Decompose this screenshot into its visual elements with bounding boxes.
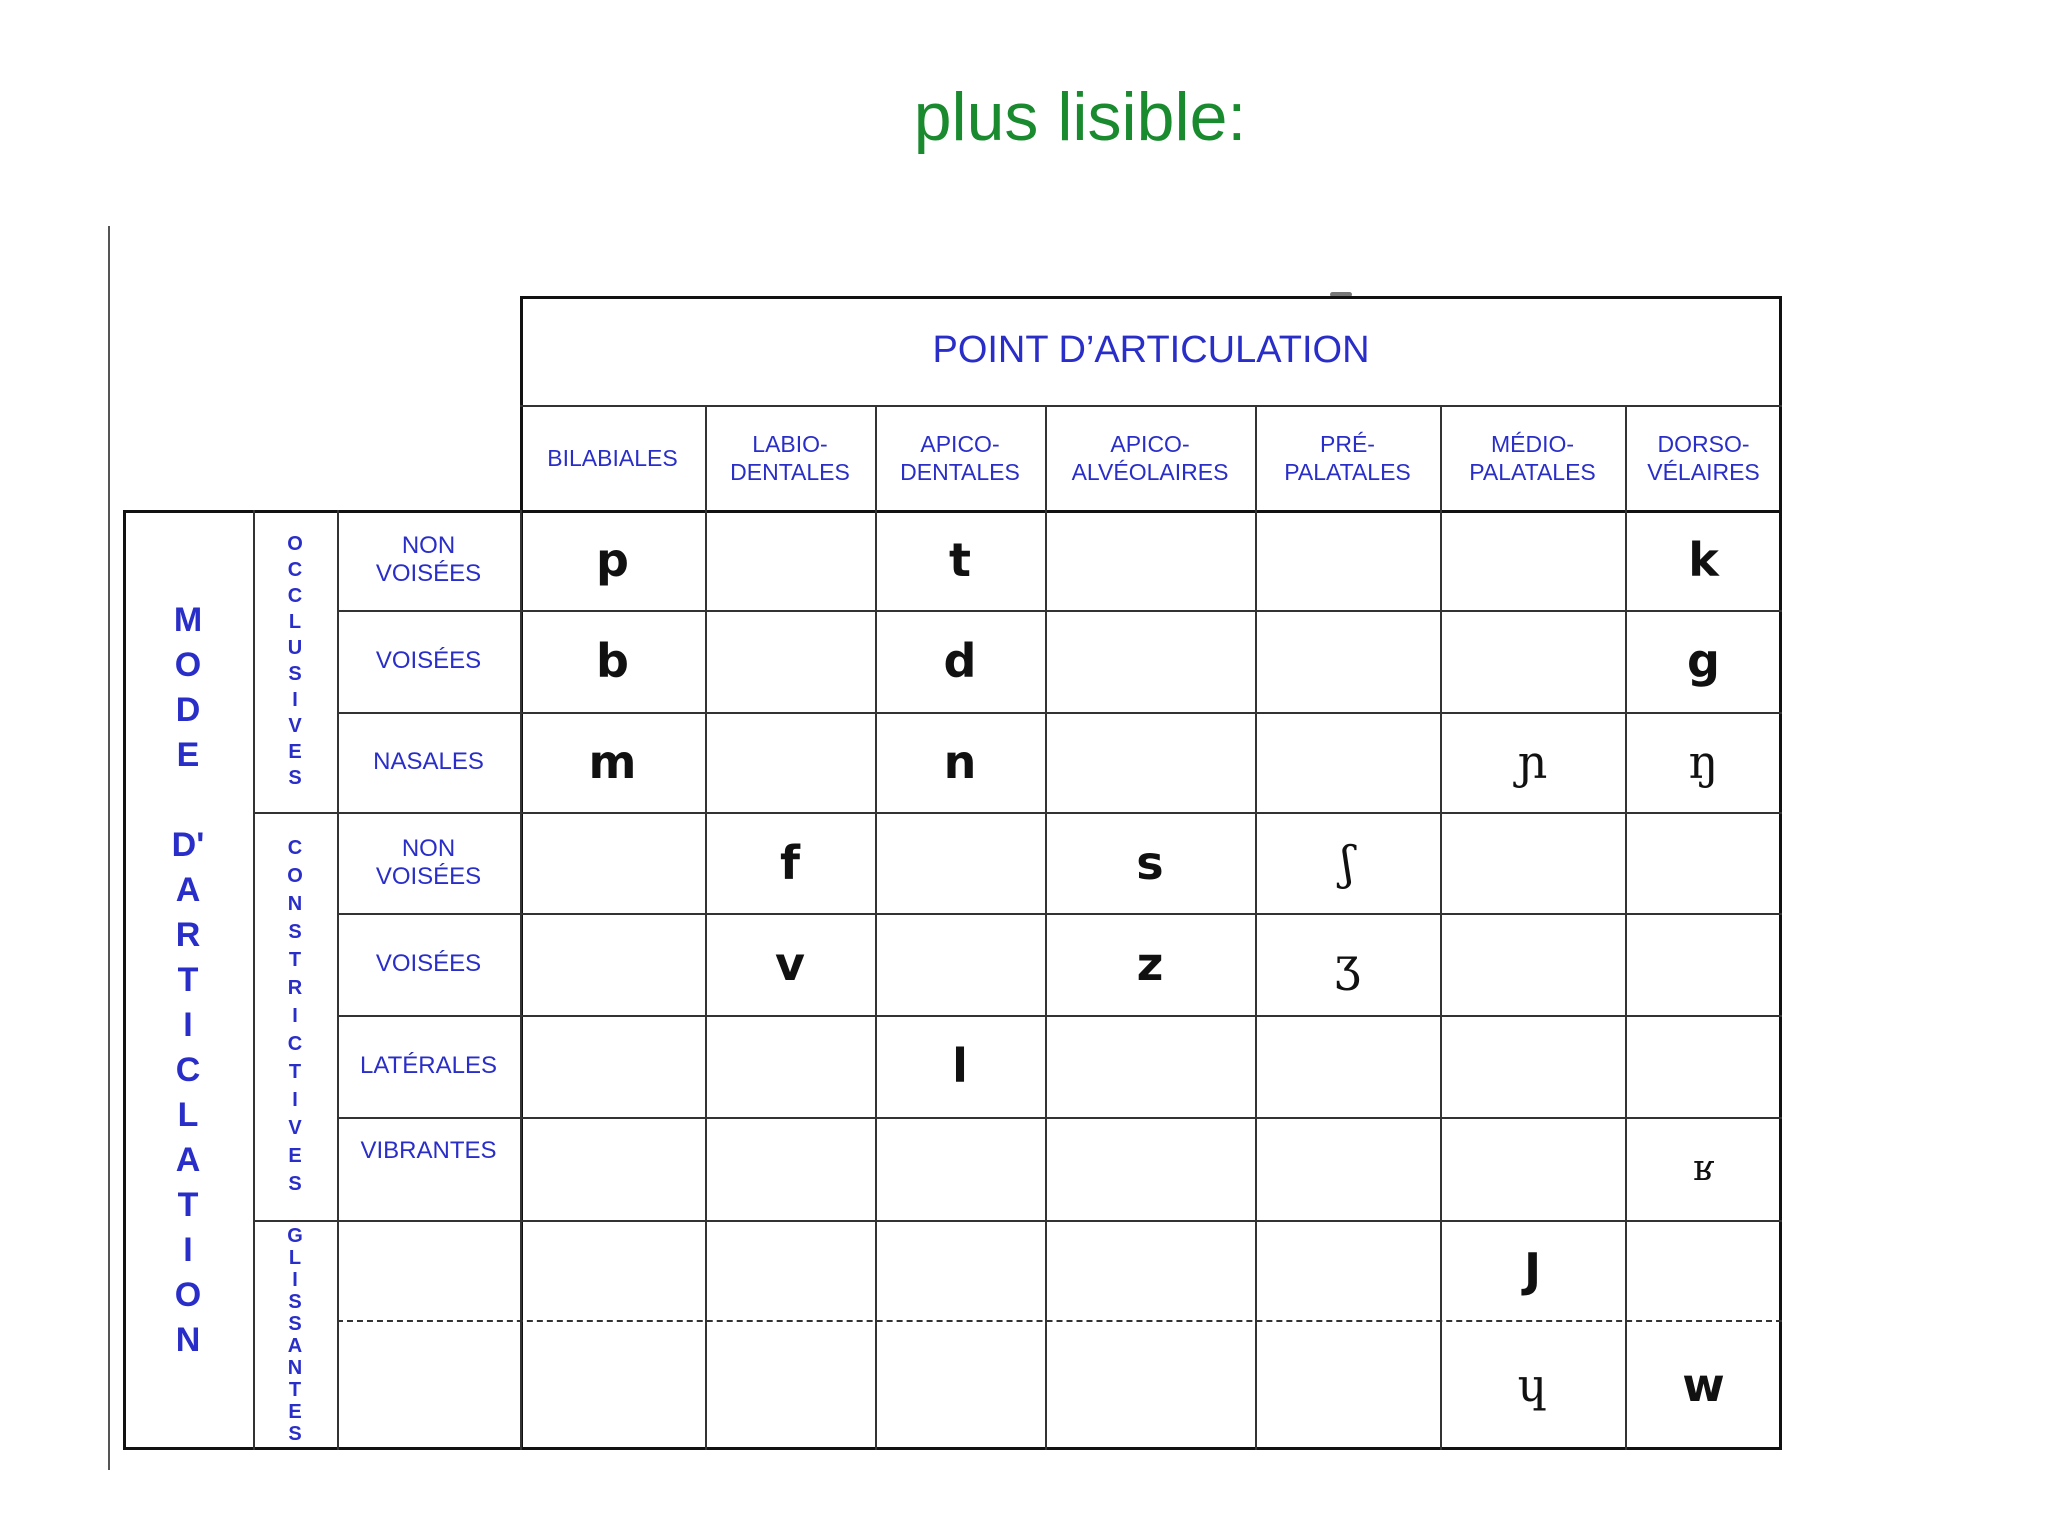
row-label: LATÉRALES	[360, 1052, 497, 1079]
phoneme-cell: z	[1136, 937, 1164, 991]
phoneme-cell: p	[596, 533, 629, 587]
mode-letter: D	[175, 690, 201, 729]
phoneme-cell: m	[588, 735, 637, 789]
group-label	[253, 510, 337, 812]
mode-letter: O	[174, 1275, 202, 1314]
group-letter: I	[292, 689, 298, 711]
mode-letter: I	[183, 1230, 193, 1269]
phoneme-cell: w	[1682, 1358, 1725, 1412]
row-label: NON VOISÉES	[375, 834, 482, 890]
row-label: VOISÉES	[375, 647, 482, 674]
mode-letter: D'	[171, 825, 205, 864]
mode-letter: T	[177, 1185, 199, 1224]
column-header: BILABIALES	[547, 444, 678, 471]
mode-letter: T	[177, 960, 199, 999]
group-letter: C	[287, 559, 303, 581]
group-letter: S	[288, 1291, 302, 1313]
group-letter: S	[288, 1173, 302, 1195]
mode-letter: C	[175, 1050, 201, 1089]
group-letter: N	[287, 1357, 303, 1379]
column-header: LABIO- DENTALES	[730, 430, 850, 485]
group-letter: T	[288, 1379, 302, 1401]
slide-title: plus lisible:	[913, 79, 1247, 155]
phoneme-cell: t	[949, 533, 971, 587]
group-letter: I	[292, 1089, 298, 1111]
group-letter: S	[288, 1423, 302, 1445]
phoneme-cell: v	[775, 937, 805, 991]
group-letter: C	[287, 1033, 303, 1055]
mode-letter: R	[175, 915, 201, 954]
mode-letter: L	[177, 1095, 199, 1134]
phoneme-cell: n	[943, 735, 977, 789]
column-header: PRÉ- PALATALES	[1284, 430, 1411, 485]
group-letter: R	[287, 977, 303, 999]
phoneme-cell: ɥ	[1517, 1358, 1548, 1412]
phoneme-cell: ŋ	[1688, 735, 1719, 789]
group-letter: U	[287, 637, 303, 659]
group-letter: I	[292, 1005, 298, 1027]
phoneme-cell: b	[596, 634, 629, 688]
group-letter: L	[288, 611, 302, 633]
phoneme-cell: d	[943, 634, 977, 688]
row-divider	[337, 1015, 1782, 1017]
group-letter: O	[287, 865, 303, 887]
group-letter: O	[287, 533, 303, 555]
mode-letter: E	[176, 735, 200, 774]
group-letter: N	[287, 893, 303, 915]
phoneme-cell: ʃ	[1341, 835, 1354, 890]
group-letter: E	[288, 1145, 302, 1167]
phoneme-cell: J	[1523, 1243, 1542, 1297]
phoneme-cell: k	[1688, 533, 1719, 587]
group-letter: S	[288, 921, 302, 943]
group-letter: I	[292, 1269, 298, 1291]
phoneme-cell: g	[1687, 634, 1720, 688]
phoneme-cell: ʒ	[1334, 937, 1361, 991]
phoneme-cell: ʁ	[1693, 1148, 1714, 1189]
group-letter: T	[288, 1061, 302, 1083]
group-letter: G	[287, 1225, 303, 1247]
row-label: VOISÉES	[375, 950, 482, 977]
point-header: POINT D’ARTICULATION	[932, 329, 1370, 371]
row-divider	[337, 1117, 1782, 1119]
column-header: MÉDIO- PALATALES	[1469, 430, 1596, 485]
mode-letter	[183, 778, 192, 823]
column-header: DORSO- VÉLAIRES	[1647, 430, 1760, 485]
mode-header	[123, 510, 253, 1450]
phoneme-cell: f	[779, 835, 800, 890]
row-label: NASALES	[373, 748, 484, 775]
row-label: VIBRANTES	[360, 1137, 497, 1164]
group-letter: L	[288, 1247, 302, 1269]
column-header: APICO- DENTALES	[900, 430, 1020, 485]
group-label	[253, 812, 337, 1220]
column-header: APICO- ALVÉOLAIRES	[1071, 430, 1229, 485]
phoneme-cell: l	[952, 1039, 968, 1093]
mode-letter: A	[175, 870, 201, 909]
phoneme-cell: s	[1136, 835, 1164, 890]
phoneme-cell: ɲ	[1517, 735, 1548, 789]
mode-letter: I	[183, 1005, 193, 1044]
group-letter: V	[288, 1117, 302, 1139]
group-label	[253, 1220, 337, 1450]
group-letter: A	[287, 1335, 303, 1357]
group-letter: T	[288, 949, 302, 971]
group-letter: C	[287, 585, 303, 607]
group-letter: C	[287, 837, 303, 859]
mode-letter: M	[173, 600, 203, 639]
group-letter: V	[288, 715, 302, 737]
row-label: NON VOISÉES	[375, 532, 482, 587]
group-letter: S	[288, 767, 302, 789]
group-letter: E	[288, 741, 302, 763]
mode-letter: A	[175, 1140, 201, 1179]
mode-letter: O	[174, 645, 202, 684]
group-letter: S	[288, 663, 302, 685]
group-letter: S	[288, 1313, 302, 1335]
mode-letter: N	[175, 1320, 201, 1359]
left-margin-rule	[108, 226, 110, 1470]
group-letter: E	[288, 1401, 302, 1423]
